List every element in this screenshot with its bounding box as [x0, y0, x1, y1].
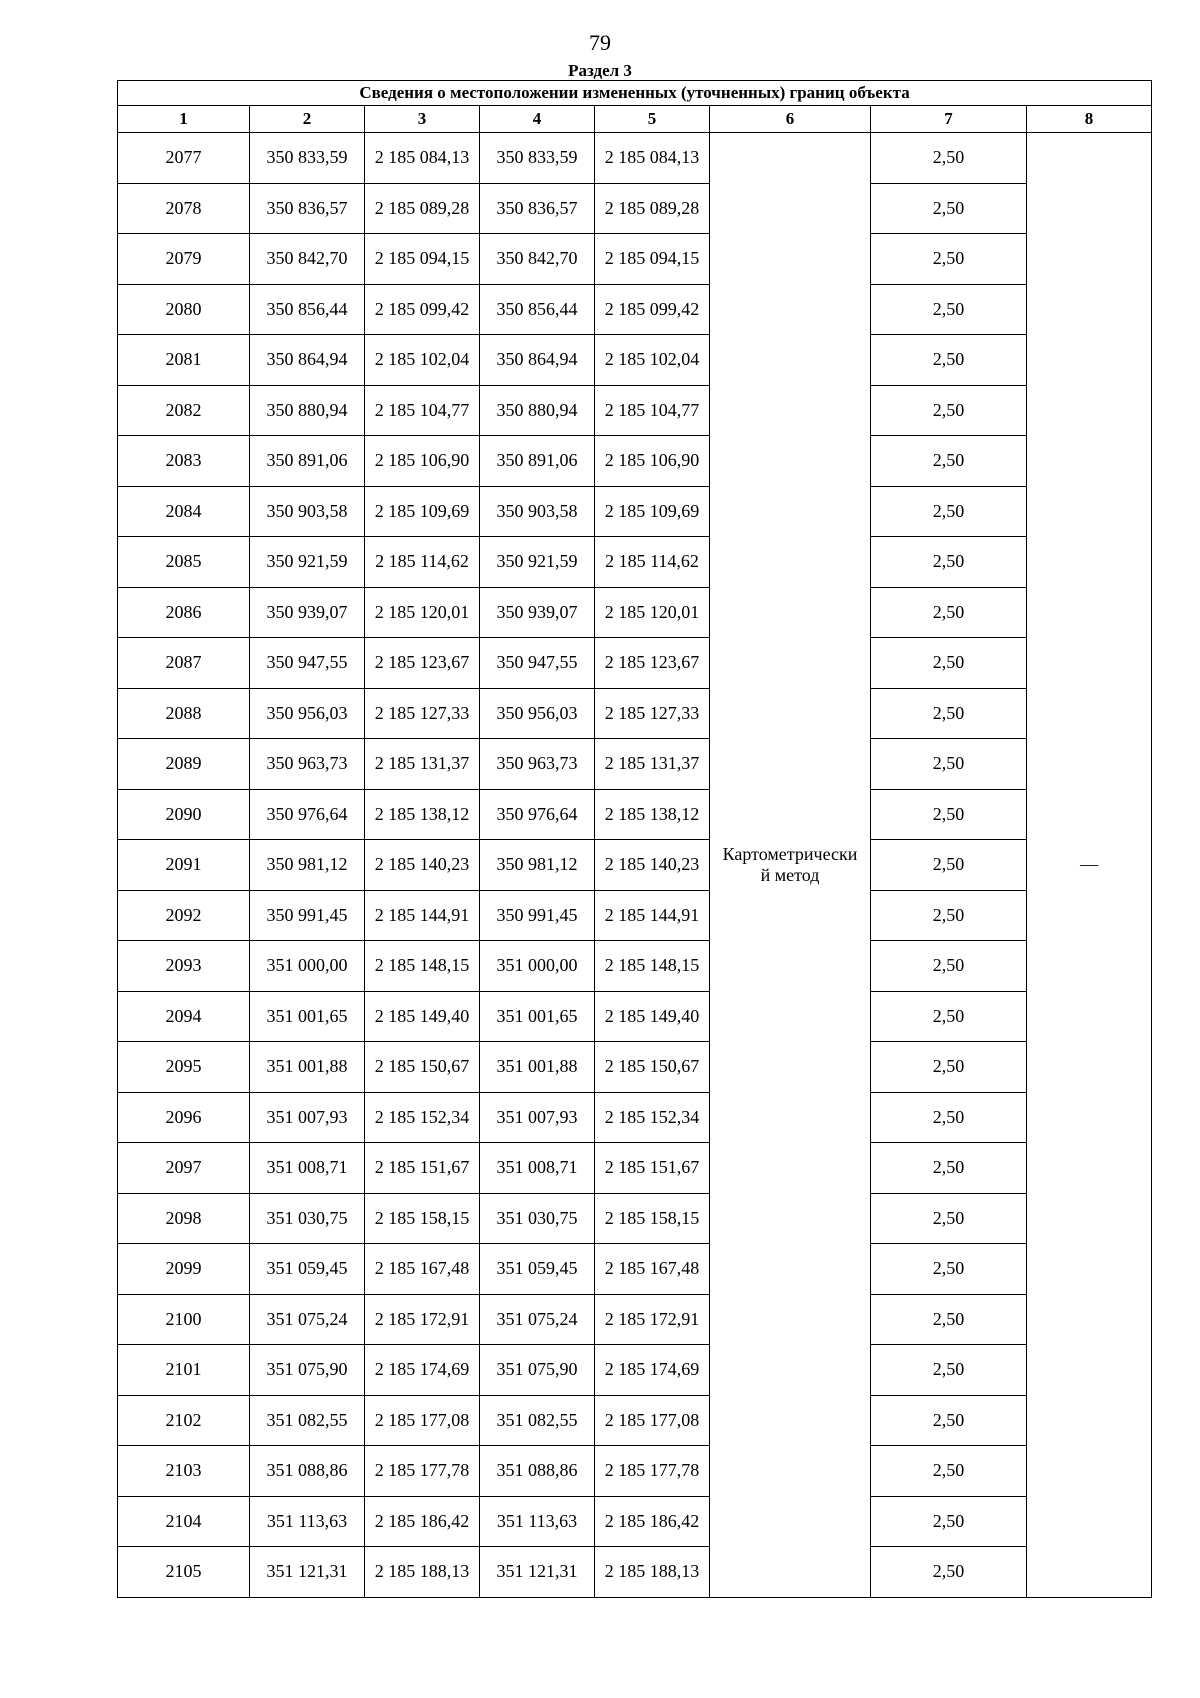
- x-coordinate-cell: 350 947,55: [250, 638, 365, 689]
- table-row: [118, 688, 1152, 739]
- y-coordinate-cell: 2 185 084,13: [365, 133, 480, 184]
- y-coordinate-cell: 2 185 148,15: [365, 941, 480, 992]
- table-row: [118, 638, 1152, 689]
- x-coordinate-new-cell: 351 001,65: [480, 991, 595, 1042]
- table-row: [118, 1092, 1152, 1143]
- x-coordinate-cell: 350 981,12: [250, 840, 365, 891]
- point-number-cell: 2099: [118, 1244, 250, 1295]
- y-coordinate-new-cell: 2 185 127,33: [595, 688, 710, 739]
- accuracy-cell: 2,50: [871, 840, 1027, 891]
- header-cell: 5: [595, 106, 710, 133]
- header-cell: 7: [871, 106, 1027, 133]
- y-coordinate-new-cell: 2 185 152,34: [595, 1092, 710, 1143]
- y-coordinate-new-cell: 2 185 114,62: [595, 537, 710, 588]
- x-coordinate-cell: 351 075,90: [250, 1345, 365, 1396]
- y-coordinate-cell: 2 185 102,04: [365, 335, 480, 386]
- point-number-cell: 2077: [118, 133, 250, 184]
- table-row: [118, 1042, 1152, 1093]
- x-coordinate-new-cell: 350 921,59: [480, 537, 595, 588]
- x-coordinate-new-cell: 351 082,55: [480, 1395, 595, 1446]
- accuracy-cell: 2,50: [871, 1092, 1027, 1143]
- x-coordinate-cell: 350 976,64: [250, 789, 365, 840]
- accuracy-cell: 2,50: [871, 1547, 1027, 1598]
- page-number: 79: [589, 30, 611, 55]
- table-row: [118, 284, 1152, 335]
- x-coordinate-cell: 351 008,71: [250, 1143, 365, 1194]
- accuracy-cell: 2,50: [871, 385, 1027, 436]
- point-number-cell: 2092: [118, 890, 250, 941]
- boundary-table: [117, 80, 1152, 1598]
- x-coordinate-new-cell: 350 976,64: [480, 789, 595, 840]
- y-coordinate-new-cell: 2 185 186,42: [595, 1496, 710, 1547]
- y-coordinate-cell: 2 185 144,91: [365, 890, 480, 941]
- point-number-cell: 2100: [118, 1294, 250, 1345]
- point-number-cell: 2096: [118, 1092, 250, 1143]
- table-row: [118, 1496, 1152, 1547]
- table-row: [118, 436, 1152, 487]
- x-coordinate-new-cell: 351 030,75: [480, 1193, 595, 1244]
- y-coordinate-cell: 2 185 138,12: [365, 789, 480, 840]
- x-coordinate-cell: 351 113,63: [250, 1496, 365, 1547]
- method-text-line-2: й метод: [760, 864, 820, 885]
- table-row: [118, 941, 1152, 992]
- table-row: [118, 739, 1152, 790]
- x-coordinate-new-cell: 350 947,55: [480, 638, 595, 689]
- x-coordinate-cell: 351 001,88: [250, 1042, 365, 1093]
- method-text-line-1: Картометрически: [722, 843, 858, 864]
- accuracy-cell: 2,50: [871, 890, 1027, 941]
- point-number-cell: 2094: [118, 991, 250, 1042]
- accuracy-cell: 2,50: [871, 486, 1027, 537]
- y-coordinate-cell: 2 185 158,15: [365, 1193, 480, 1244]
- x-coordinate-cell: 351 001,65: [250, 991, 365, 1042]
- header-cell: 2: [250, 106, 365, 133]
- table-row: [118, 486, 1152, 537]
- table-row: [118, 840, 1152, 891]
- table-row: [118, 1547, 1152, 1598]
- accuracy-cell: 2,50: [871, 1244, 1027, 1295]
- table-row: [118, 335, 1152, 386]
- accuracy-cell: 2,50: [871, 789, 1027, 840]
- point-number-cell: 2097: [118, 1143, 250, 1194]
- y-coordinate-cell: 2 185 127,33: [365, 688, 480, 739]
- table-row: [118, 587, 1152, 638]
- x-coordinate-cell: 351 088,86: [250, 1446, 365, 1497]
- y-coordinate-cell: 2 185 172,91: [365, 1294, 480, 1345]
- x-coordinate-new-cell: 351 075,24: [480, 1294, 595, 1345]
- point-number-cell: 2090: [118, 789, 250, 840]
- point-number-cell: 2086: [118, 587, 250, 638]
- section-title: Раздел 3: [568, 61, 632, 80]
- accuracy-cell: 2,50: [871, 1496, 1027, 1547]
- header-cell: 8: [1027, 106, 1152, 133]
- table-row: [118, 1294, 1152, 1345]
- y-coordinate-cell: 2 185 104,77: [365, 385, 480, 436]
- x-coordinate-cell: 351 121,31: [250, 1547, 365, 1598]
- accuracy-cell: 2,50: [871, 1395, 1027, 1446]
- accuracy-cell: 2,50: [871, 1042, 1027, 1093]
- x-coordinate-new-cell: 350 939,07: [480, 587, 595, 638]
- accuracy-cell: 2,50: [871, 537, 1027, 588]
- accuracy-cell: 2,50: [871, 1143, 1027, 1194]
- y-coordinate-new-cell: 2 185 120,01: [595, 587, 710, 638]
- x-coordinate-new-cell: 351 088,86: [480, 1446, 595, 1497]
- accuracy-cell: 2,50: [871, 335, 1027, 386]
- x-coordinate-cell: 350 836,57: [250, 183, 365, 234]
- y-coordinate-new-cell: 2 185 167,48: [595, 1244, 710, 1295]
- x-coordinate-new-cell: 351 121,31: [480, 1547, 595, 1598]
- y-coordinate-cell: 2 185 106,90: [365, 436, 480, 487]
- x-coordinate-new-cell: 351 000,00: [480, 941, 595, 992]
- x-coordinate-new-cell: 350 981,12: [480, 840, 595, 891]
- x-coordinate-cell: 351 000,00: [250, 941, 365, 992]
- accuracy-cell: 2,50: [871, 183, 1027, 234]
- x-coordinate-cell: 350 842,70: [250, 234, 365, 285]
- y-coordinate-cell: 2 185 120,01: [365, 587, 480, 638]
- x-coordinate-cell: 350 921,59: [250, 537, 365, 588]
- point-number-cell: 2082: [118, 385, 250, 436]
- x-coordinate-cell: 351 075,24: [250, 1294, 365, 1345]
- y-coordinate-new-cell: 2 185 102,04: [595, 335, 710, 386]
- x-coordinate-new-cell: 350 891,06: [480, 436, 595, 487]
- y-coordinate-new-cell: 2 185 140,23: [595, 840, 710, 891]
- x-coordinate-cell: 350 903,58: [250, 486, 365, 537]
- x-coordinate-cell: 350 956,03: [250, 688, 365, 739]
- x-coordinate-new-cell: 350 842,70: [480, 234, 595, 285]
- y-coordinate-new-cell: 2 185 174,69: [595, 1345, 710, 1396]
- y-coordinate-new-cell: 2 185 109,69: [595, 486, 710, 537]
- table-row: [118, 789, 1152, 840]
- point-number-cell: 2078: [118, 183, 250, 234]
- table-row: [118, 537, 1152, 588]
- table-row: [118, 234, 1152, 285]
- x-coordinate-new-cell: 350 963,73: [480, 739, 595, 790]
- x-coordinate-new-cell: 350 833,59: [480, 133, 595, 184]
- x-coordinate-cell: 350 963,73: [250, 739, 365, 790]
- accuracy-cell: 2,50: [871, 1294, 1027, 1345]
- table-row: [118, 991, 1152, 1042]
- accuracy-cell: 2,50: [871, 739, 1027, 790]
- header-cell: 3: [365, 106, 480, 133]
- table-row: [118, 1395, 1152, 1446]
- y-coordinate-cell: 2 185 167,48: [365, 1244, 480, 1295]
- header-cell: 1: [118, 106, 250, 133]
- table-caption-row: [118, 81, 1152, 106]
- accuracy-cell: 2,50: [871, 941, 1027, 992]
- y-coordinate-cell: 2 185 140,23: [365, 840, 480, 891]
- x-coordinate-cell: 351 007,93: [250, 1092, 365, 1143]
- y-coordinate-new-cell: 2 185 172,91: [595, 1294, 710, 1345]
- point-number-cell: 2103: [118, 1446, 250, 1497]
- y-coordinate-new-cell: 2 185 144,91: [595, 890, 710, 941]
- y-coordinate-cell: 2 185 188,13: [365, 1547, 480, 1598]
- accuracy-cell: 2,50: [871, 234, 1027, 285]
- y-coordinate-cell: 2 185 094,15: [365, 234, 480, 285]
- y-coordinate-cell: 2 185 186,42: [365, 1496, 480, 1547]
- x-coordinate-new-cell: 351 007,93: [480, 1092, 595, 1143]
- table-row: [118, 1446, 1152, 1497]
- y-coordinate-cell: 2 185 109,69: [365, 486, 480, 537]
- header-cell: 4: [480, 106, 595, 133]
- table-caption: Сведения о местоположении измененных (уточненных) границ объекта: [118, 81, 1152, 106]
- accuracy-cell: 2,50: [871, 1345, 1027, 1396]
- y-coordinate-new-cell: 2 185 149,40: [595, 991, 710, 1042]
- accuracy-cell: 2,50: [871, 991, 1027, 1042]
- y-coordinate-cell: 2 185 089,28: [365, 183, 480, 234]
- point-number-cell: 2084: [118, 486, 250, 537]
- y-coordinate-cell: 2 185 149,40: [365, 991, 480, 1042]
- point-number-cell: 2081: [118, 335, 250, 386]
- point-number-cell: 2102: [118, 1395, 250, 1446]
- table-row: [118, 133, 1152, 184]
- x-coordinate-cell: 350 880,94: [250, 385, 365, 436]
- accuracy-cell: 2,50: [871, 284, 1027, 335]
- y-coordinate-new-cell: 2 185 150,67: [595, 1042, 710, 1093]
- y-coordinate-new-cell: 2 185 188,13: [595, 1547, 710, 1598]
- point-number-cell: 2079: [118, 234, 250, 285]
- point-number-cell: 2095: [118, 1042, 250, 1093]
- accuracy-cell: 2,50: [871, 638, 1027, 689]
- x-coordinate-new-cell: 350 956,03: [480, 688, 595, 739]
- x-coordinate-cell: 351 030,75: [250, 1193, 365, 1244]
- y-coordinate-cell: 2 185 151,67: [365, 1143, 480, 1194]
- x-coordinate-new-cell: 351 008,71: [480, 1143, 595, 1194]
- y-coordinate-new-cell: 2 185 177,08: [595, 1395, 710, 1446]
- accuracy-cell: 2,50: [871, 688, 1027, 739]
- accuracy-cell: 2,50: [871, 1193, 1027, 1244]
- x-coordinate-new-cell: 351 059,45: [480, 1244, 595, 1295]
- accuracy-cell: 2,50: [871, 1446, 1027, 1497]
- y-coordinate-new-cell: 2 185 148,15: [595, 941, 710, 992]
- y-coordinate-cell: 2 185 131,37: [365, 739, 480, 790]
- point-number-cell: 2093: [118, 941, 250, 992]
- description-cell: —: [1027, 133, 1152, 1598]
- x-coordinate-cell: 351 082,55: [250, 1395, 365, 1446]
- y-coordinate-new-cell: 2 185 104,77: [595, 385, 710, 436]
- x-coordinate-cell: 351 059,45: [250, 1244, 365, 1295]
- point-number-cell: 2083: [118, 436, 250, 487]
- point-number-cell: 2087: [118, 638, 250, 689]
- header-cell: 6: [710, 106, 871, 133]
- point-number-cell: 2098: [118, 1193, 250, 1244]
- x-coordinate-cell: 350 891,06: [250, 436, 365, 487]
- y-coordinate-new-cell: 2 185 151,67: [595, 1143, 710, 1194]
- accuracy-cell: 2,50: [871, 587, 1027, 638]
- y-coordinate-new-cell: 2 185 123,67: [595, 638, 710, 689]
- x-coordinate-new-cell: 351 075,90: [480, 1345, 595, 1396]
- y-coordinate-new-cell: 2 185 138,12: [595, 789, 710, 840]
- x-coordinate-new-cell: 350 836,57: [480, 183, 595, 234]
- point-number-cell: 2105: [118, 1547, 250, 1598]
- accuracy-cell: 2,50: [871, 133, 1027, 184]
- x-coordinate-cell: 350 991,45: [250, 890, 365, 941]
- y-coordinate-cell: 2 185 114,62: [365, 537, 480, 588]
- y-coordinate-cell: 2 185 177,78: [365, 1446, 480, 1497]
- y-coordinate-cell: 2 185 099,42: [365, 284, 480, 335]
- x-coordinate-cell: 350 939,07: [250, 587, 365, 638]
- table-row: [118, 1193, 1152, 1244]
- y-coordinate-new-cell: 2 185 158,15: [595, 1193, 710, 1244]
- point-number-cell: 2089: [118, 739, 250, 790]
- point-number-cell: 2101: [118, 1345, 250, 1396]
- x-coordinate-new-cell: 351 001,88: [480, 1042, 595, 1093]
- x-coordinate-new-cell: 351 113,63: [480, 1496, 595, 1547]
- header-row: [118, 106, 1152, 133]
- y-coordinate-new-cell: 2 185 099,42: [595, 284, 710, 335]
- table-row: [118, 1345, 1152, 1396]
- point-number-cell: 2088: [118, 688, 250, 739]
- y-coordinate-cell: 2 185 174,69: [365, 1345, 480, 1396]
- y-coordinate-new-cell: 2 185 177,78: [595, 1446, 710, 1497]
- method-cell: [710, 133, 871, 1598]
- table-row: [118, 1143, 1152, 1194]
- point-number-cell: 2085: [118, 537, 250, 588]
- x-coordinate-cell: 350 864,94: [250, 335, 365, 386]
- y-coordinate-cell: 2 185 150,67: [365, 1042, 480, 1093]
- y-coordinate-cell: 2 185 177,08: [365, 1395, 480, 1446]
- x-coordinate-new-cell: 350 880,94: [480, 385, 595, 436]
- y-coordinate-new-cell: 2 185 094,15: [595, 234, 710, 285]
- x-coordinate-new-cell: 350 991,45: [480, 890, 595, 941]
- y-coordinate-new-cell: 2 185 089,28: [595, 183, 710, 234]
- y-coordinate-cell: 2 185 123,67: [365, 638, 480, 689]
- y-coordinate-new-cell: 2 185 131,37: [595, 739, 710, 790]
- x-coordinate-cell: 350 856,44: [250, 284, 365, 335]
- table-row: [118, 183, 1152, 234]
- x-coordinate-new-cell: 350 856,44: [480, 284, 595, 335]
- x-coordinate-cell: 350 833,59: [250, 133, 365, 184]
- table-row: [118, 890, 1152, 941]
- table-row: [118, 385, 1152, 436]
- y-coordinate-new-cell: 2 185 084,13: [595, 133, 710, 184]
- y-coordinate-cell: 2 185 152,34: [365, 1092, 480, 1143]
- y-coordinate-new-cell: 2 185 106,90: [595, 436, 710, 487]
- x-coordinate-new-cell: 350 903,58: [480, 486, 595, 537]
- table-body: [118, 81, 1152, 1598]
- point-number-cell: 2104: [118, 1496, 250, 1547]
- accuracy-cell: 2,50: [871, 436, 1027, 487]
- x-coordinate-new-cell: 350 864,94: [480, 335, 595, 386]
- table-row: [118, 1244, 1152, 1295]
- point-number-cell: 2080: [118, 284, 250, 335]
- point-number-cell: 2091: [118, 840, 250, 891]
